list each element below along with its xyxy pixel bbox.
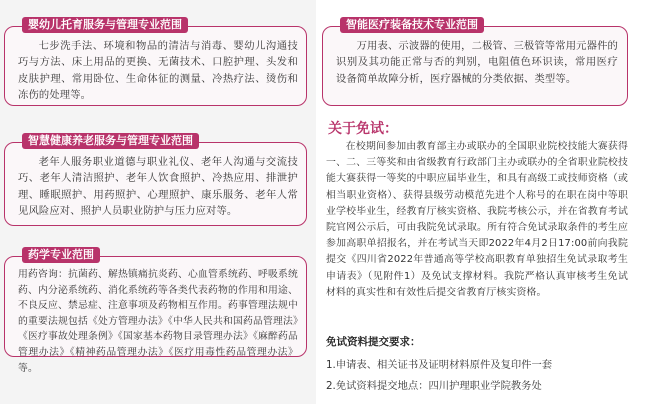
- materials-item: 2.免试资料提交地点：四川护理职业学院教务处: [326, 380, 542, 392]
- elderly-care-title: 智慧健康养老服务与管理专业范围: [22, 133, 199, 149]
- right-column: [316, 0, 651, 404]
- infant-care-body: 七步洗手法、环境和物品的清洁与消毒、婴幼儿沟通技巧与方法、床上用品的更换、无菌技术、口腔护理、头发和皮肤护理、常用卧位、生命体征的测量、冷热疗法、烫伤和冻伤的处理等。: [18, 40, 298, 102]
- materials-item: 1.申请表、相关证书及证明材料原件及复印件一套: [326, 359, 553, 371]
- medical-equipment-title: 智能医疗装备技术专业范围: [340, 17, 484, 33]
- pharmacy-body: 用药咨询：抗菌药、解热镇痛抗炎药、心血管系统药、呼吸系统药、内分泌系统药、消化系统药等各类代表药物的作用和用途、不良反应、禁忌症、注意事项及药物相互作用。药事管理法规中的重要法规包括《处方管理办法》《中华人民共和国药品管理法》《医疗事故处理条例》《国家基本药物目录管理办法》《麻醉药品管理办法》《精神药品管理办法》《医疗用毒性药品管理办法》等。: [18, 269, 298, 374]
- exemption-heading: 关于免试：: [328, 121, 398, 137]
- elderly-care-body: 老年人服务职业道德与职业礼仪、老年人沟通与交流技巧、老年人清洁照护、老年人饮食照护、冷热应用、排泄护理、睡眠照护、用药照护、心理照护、康乐服务、老年人常见风险应对、照护人员职业防护与压力应对等。: [18, 156, 298, 218]
- exemption-body: 在校期间参加由教育部主办或联办的全国职业院校技能大赛获得一、二、三等奖和由省级教育行政部门主办或联办的全省职业院校技能大赛获得一等奖的中职应届毕业生，和具有高级工或技师资格（或相当职业资格）、获得县级劳动模范先进个人称号的在职在岗中等职业学校毕业生，经教育厅核实资格、我院考核公示，并在省教育考试院官网公示后，可由我院免试录取。所有符合免试录取条件的考生应参加高职单招报名，并在考试当天即2022年4月2日17:00前向我院提交《四川省2022年普通高等学校高职教育单独招生免试录取考生申请表》（见附件1）及免试支撑材料。我院严格认真审核考生免试材料的真实性和有效性后提交省教育厅核实资格。: [326, 141, 628, 298]
- materials-heading: 免试资料提交要求：: [326, 336, 421, 348]
- infant-care-title: 婴幼儿托育服务与管理专业范围: [22, 17, 188, 33]
- pharmacy-title: 药学专业范围: [22, 247, 100, 263]
- left-column: [0, 0, 316, 404]
- medical-equipment-body: 万用表、示波器的使用，二极管、三极管等常用元器件的识别及其功能正常与否的判别，电阻值色环识读，常用医疗设备简单故障分析，医疗器械的分类依据、类型等。: [336, 40, 618, 85]
